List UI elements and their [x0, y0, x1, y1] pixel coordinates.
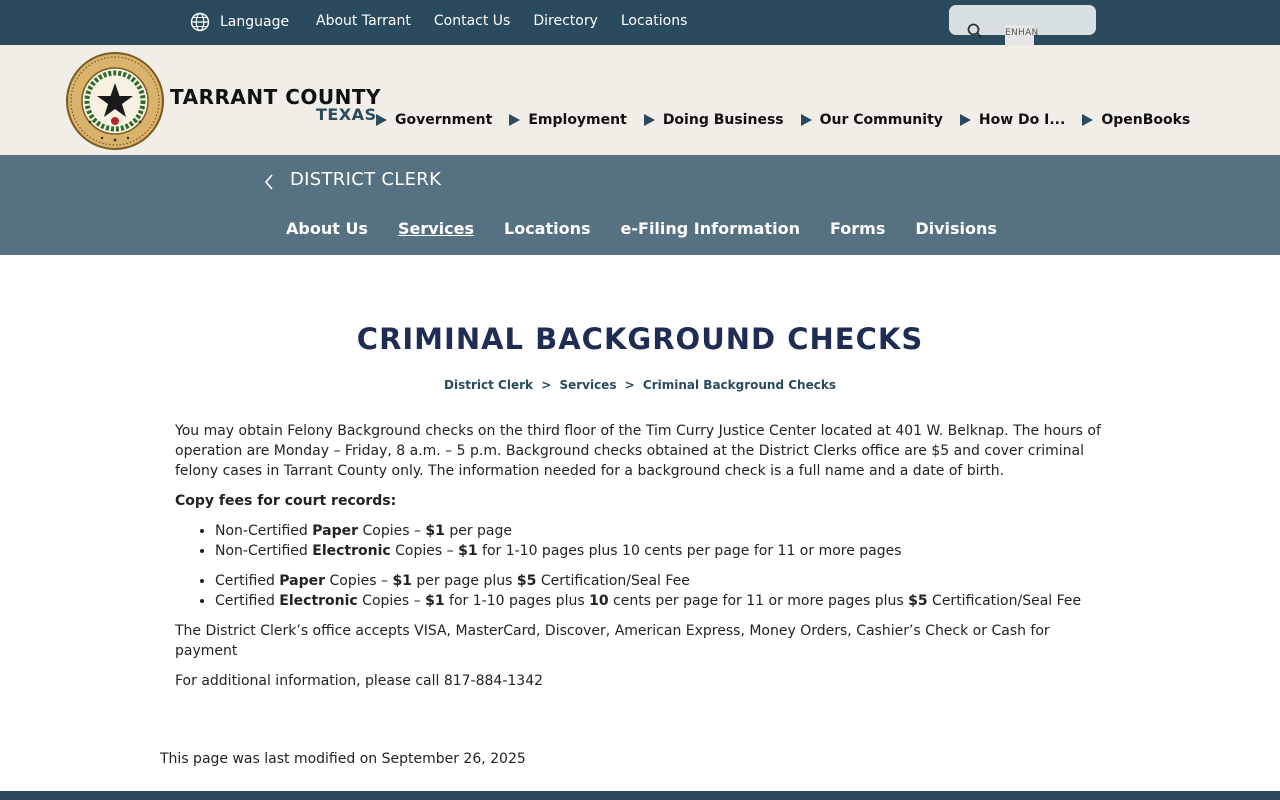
- breadcrumb-separator: >: [541, 378, 552, 392]
- search-icon[interactable]: [967, 23, 983, 39]
- fee-text: Copies –: [357, 593, 426, 609]
- fee-text: Certified: [215, 573, 280, 589]
- main-navigation: [376, 112, 1207, 128]
- fee-amount: $5: [908, 593, 928, 609]
- subnav-about-us[interactable]: About Us: [286, 219, 368, 238]
- fee-text: Certification/Seal Fee: [536, 573, 690, 589]
- enhance-badge[interactable]: ENHAN: [1005, 25, 1034, 45]
- link-locations[interactable]: Locations: [620, 13, 688, 29]
- nav-label: How Do I...: [978, 112, 1066, 128]
- county-seal-logo[interactable]: [66, 52, 164, 150]
- nav-label: OpenBooks: [1101, 112, 1191, 128]
- intro-paragraph: You may obtain Felony Background checks on the third floor of the Tim Curry Justice Center located at 401 W. Belknap. The hours of operation are Monday – Friday, 8 a.m. – 5 p.m. Background checks obtained at the District Clerks office are $5 and cover criminal felony cases in Tarrant County only. The information needed for a background check is a full name and a date of birth.: [175, 423, 1101, 479]
- fee-text: Non-Certified: [215, 543, 313, 559]
- fee-text: for 1-10 pages plus 10 cents per page for 11 or more pages: [477, 543, 902, 559]
- globe-icon: [190, 12, 210, 32]
- list-item: [215, 591, 1105, 611]
- fee-text: cents per page for 11 or more pages plus: [608, 593, 909, 609]
- breadcrumb-current: Criminal Background Checks: [642, 378, 836, 392]
- triangle-right-icon: [509, 114, 520, 126]
- fee-type: Electronic: [279, 593, 358, 609]
- fee-text: Certification/Seal Fee: [927, 593, 1082, 609]
- language-label: Language: [220, 14, 290, 30]
- nav-item-our-community[interactable]: [801, 112, 943, 128]
- fee-amount: $1: [392, 573, 412, 589]
- link-directory[interactable]: Directory: [533, 13, 598, 29]
- subnav-services[interactable]: Services: [397, 219, 474, 238]
- list-item: [215, 571, 1105, 591]
- fee-text: Non-Certified: [215, 523, 313, 539]
- triangle-right-icon: [960, 114, 971, 126]
- fee-amount: $1: [425, 523, 445, 539]
- subnav-locations[interactable]: Locations: [504, 219, 591, 238]
- fee-type: Paper: [312, 523, 359, 539]
- nav-item-openbooks[interactable]: [1082, 112, 1190, 128]
- fee-text: Copies –: [325, 573, 393, 589]
- fee-text: Copies –: [358, 523, 426, 539]
- fees-heading: Copy fees for court records:: [175, 493, 397, 509]
- last-modified-note: This page was last modified on September 26, 2025: [160, 751, 526, 767]
- list-item: [215, 521, 1105, 541]
- fee-amount: $1: [425, 593, 445, 609]
- fee-text: Certified: [215, 593, 280, 609]
- fee-text: per page plus: [411, 573, 517, 589]
- fee-text: Copies –: [390, 543, 459, 559]
- fee-type: Electronic: [312, 543, 391, 559]
- article-body: [175, 421, 1105, 701]
- triangle-right-icon: [1082, 114, 1093, 126]
- site-header: [0, 45, 1280, 155]
- nav-item-doing-business[interactable]: [644, 112, 784, 128]
- fee-amount: $5: [516, 573, 537, 589]
- department-subnav: [286, 219, 1027, 238]
- fee-text: per page: [444, 523, 513, 539]
- brand-state-name[interactable]: TEXAS: [316, 105, 377, 124]
- site-footer: [0, 791, 1280, 800]
- list-item: [215, 541, 1105, 561]
- triangle-right-icon: [376, 114, 387, 126]
- utility-bar: [0, 0, 1280, 45]
- fee-amount: $1: [458, 543, 478, 559]
- triangle-right-icon: [801, 114, 812, 126]
- page-title: CRIMINAL BACKGROUND CHECKS: [356, 322, 924, 356]
- fee-type: Paper: [279, 573, 326, 589]
- subnav-divisions[interactable]: Divisions: [915, 219, 997, 238]
- nav-item-how-do-i[interactable]: [960, 112, 1065, 128]
- triangle-right-icon: [644, 114, 655, 126]
- subnav-forms[interactable]: Forms: [829, 219, 886, 238]
- link-contact-us[interactable]: Contact Us: [433, 13, 511, 29]
- fees-list-certified: [175, 571, 1105, 611]
- breadcrumb-district-clerk[interactable]: District Clerk: [444, 378, 533, 392]
- nav-label: Employment: [528, 112, 627, 128]
- brand-county-name[interactable]: TARRANT COUNTY: [170, 85, 381, 109]
- contact-paragraph: For additional information, please call 817-884-1342: [175, 673, 544, 689]
- breadcrumb-services[interactable]: Services: [559, 378, 617, 392]
- breadcrumb-separator: >: [624, 378, 635, 392]
- nav-label: Doing Business: [662, 112, 784, 128]
- language-selector[interactable]: [190, 12, 289, 32]
- search-box[interactable]: [949, 5, 1096, 38]
- fee-amount: 10: [589, 593, 609, 609]
- fees-list-noncertified: [175, 521, 1105, 561]
- chevron-left-icon[interactable]: [264, 174, 274, 190]
- link-about-tarrant[interactable]: About Tarrant: [316, 13, 411, 29]
- nav-label: Our Community: [819, 112, 943, 128]
- payment-paragraph: The District Clerk’s office accepts VISA, MasterCard, Discover, American Express, Money Orders, Cashier’s Check or Cash for payment: [175, 623, 1050, 659]
- utility-links: [316, 13, 710, 29]
- nav-item-employment[interactable]: [509, 112, 626, 128]
- department-band: [0, 155, 1280, 255]
- subnav-e-filing-information[interactable]: e-Filing Information: [620, 219, 800, 238]
- department-title[interactable]: DISTRICT CLERK: [290, 169, 442, 190]
- nav-item-government[interactable]: [376, 112, 492, 128]
- breadcrumb: [0, 378, 1280, 392]
- nav-label: Government: [395, 112, 493, 128]
- fee-text: for 1-10 pages plus: [444, 593, 590, 609]
